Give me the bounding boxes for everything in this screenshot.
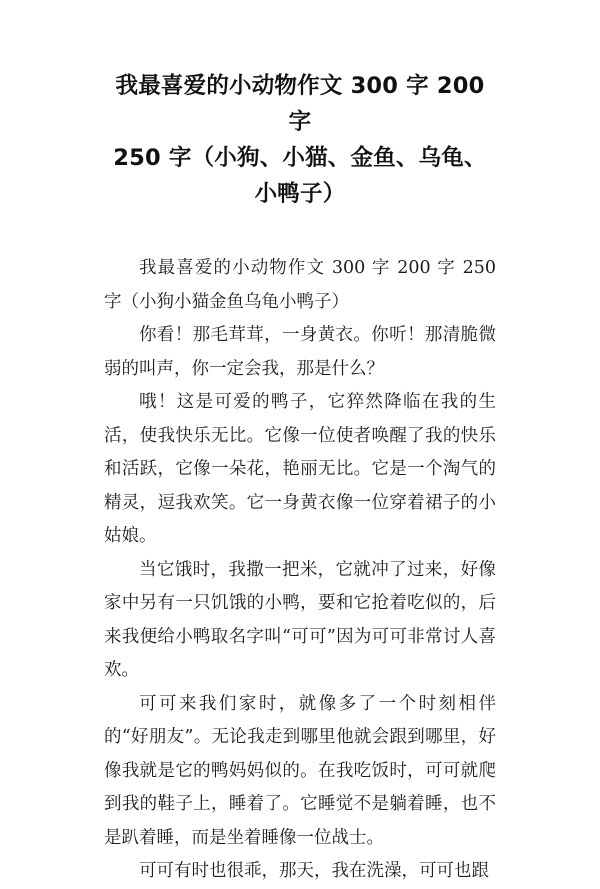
document-title bbox=[104, 68, 496, 212]
paragraph: 我最喜爱的小动物作文 300 字 200 字 250 字（小狗小猫金鱼乌龟小鸭子） bbox=[104, 258, 496, 312]
paragraph: 你看！那毛茸茸，一身黄衣。你听！那清脆微弱的叫声，你一定会我，那是什么？ bbox=[104, 325, 496, 379]
paragraph: 可可来我们家时，就像多了一个时刻相伴的“好朋友”。无论我走到哪里他就会跟到哪里，好像我就是它的鸭妈妈似的。在我吃饭时，可可就爬到我的鞋子上，睡着了。它睡觉不是躺着睡，也不是趴着睡，而是坐着睡像一位战士。 bbox=[104, 693, 496, 848]
title-line: 250 字（小狗、小猫、金鱼、乌龟、 bbox=[113, 145, 487, 171]
paragraph: 可可有时也很乖，那天，我在洗澡，可可也跟 bbox=[139, 861, 489, 881]
title-line: 小鸭子） bbox=[254, 181, 346, 207]
paragraph: 当它饿时，我撒一把米，它就冲了过来，好像家中另有一只饥饿的小鸭，要和它抢着吃似的，后来我便给小鸭取名字叫“可可”因为可可非常讨人喜欢。 bbox=[104, 559, 496, 680]
document-body bbox=[104, 252, 496, 889]
paragraph: 哦！这是可爱的鸭子，它猝然降临在我的生活，使我快乐无比。它像一位使者唤醒了我的快乐和活跃，它像一朵花，艳丽无比。它是一个淘气的精灵，逗我欢笑。它一身黄衣像一位穿着裙子的小姑娘。 bbox=[104, 392, 496, 546]
title-line: 我最喜爱的小动物作文 300 字 200 字 bbox=[115, 73, 485, 135]
